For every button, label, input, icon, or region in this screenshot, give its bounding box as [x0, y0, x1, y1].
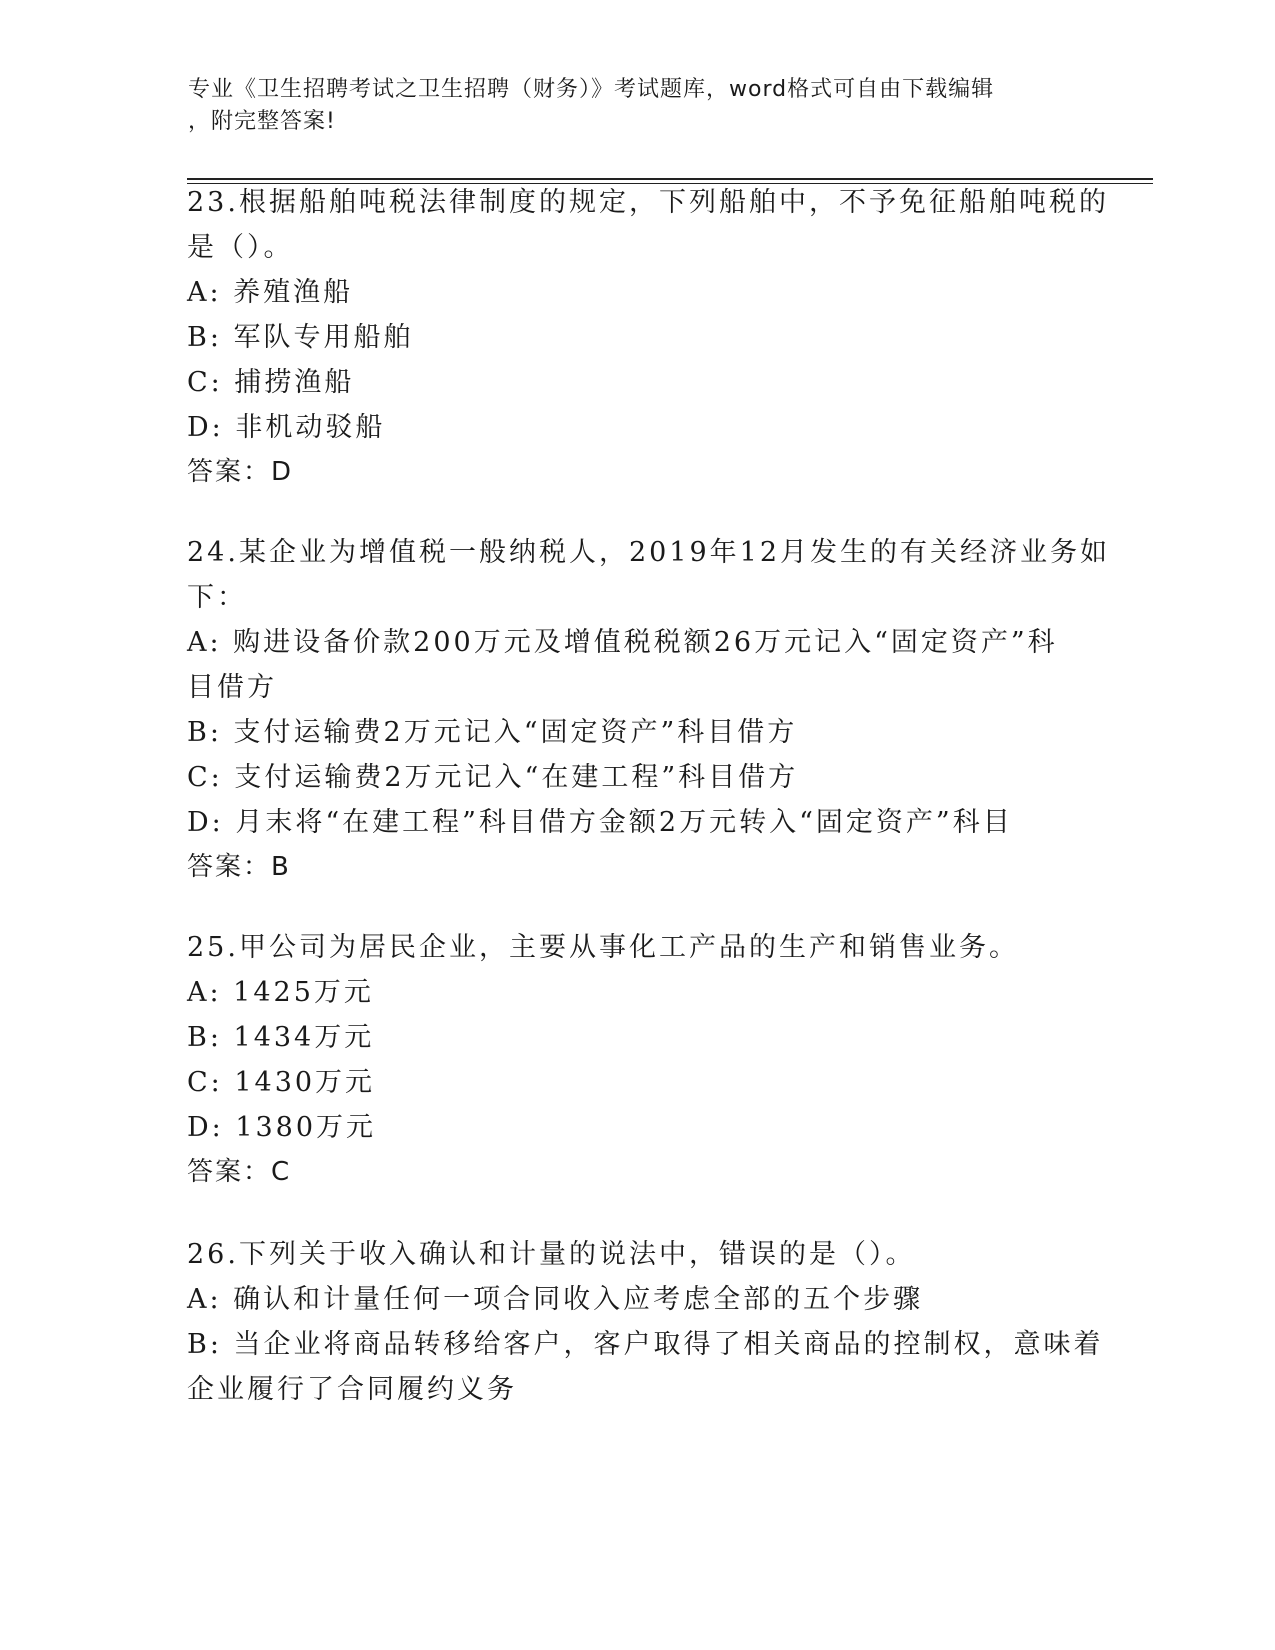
option-b: B: 军队专用船舶	[187, 322, 414, 353]
question-26	[187, 1232, 1104, 1412]
question-stem: 是（）。	[187, 232, 294, 263]
option-d: D: 月末将“在建工程”科目借方金额2万元转入“固定资产”科目	[187, 807, 1013, 838]
option-c: C: 1430万元	[187, 1067, 376, 1098]
answer: 答案：C	[187, 1157, 292, 1187]
header-line-2: ，附完整答案!	[188, 109, 336, 134]
option-b-continued: 企业履行了合同履约义务	[187, 1374, 517, 1405]
option-c: C: 捕捞渔船	[187, 367, 355, 398]
question-stem: 23.根据船舶吨税法律制度的规定，下列船舶中，不予免征船舶吨税的	[187, 187, 1109, 218]
option-b: B: 当企业将商品转移给客户，客户取得了相关商品的控制权，意味着	[187, 1329, 1104, 1360]
option-b: B: 1434万元	[187, 1022, 375, 1053]
option-d: D: 1380万元	[187, 1112, 377, 1143]
answer: 答案：D	[187, 457, 294, 487]
question-23	[187, 180, 1109, 495]
option-c: C: 支付运输费2万元记入“在建工程”科目借方	[187, 762, 799, 793]
header-line-1: 专业《卫生招聘考试之卫生招聘（财务）》考试题库，word格式可自由下载编辑	[188, 77, 995, 102]
question-stem: 24.某企业为增值税一般纳税人，2019年12月发生的有关经济业务如	[187, 537, 1111, 568]
question-stem: 下：	[187, 582, 247, 613]
option-a: A: 购进设备价款200万元及增值税税额26万元记入“固定资产”科	[187, 627, 1058, 658]
question-stem: 25.甲公司为居民企业，主要从事化工产品的生产和销售业务。	[187, 932, 1019, 963]
question-stem: 26.下列关于收入确认和计量的说法中，错误的是（）。	[187, 1239, 916, 1270]
option-d: D: 非机动驳船	[187, 412, 386, 443]
question-25	[187, 925, 1087, 1195]
document-header	[188, 74, 1068, 138]
answer: 答案：B	[187, 852, 291, 882]
question-24	[187, 530, 1111, 890]
option-b: B: 支付运输费2万元记入“固定资产”科目借方	[187, 717, 798, 748]
option-a-continued: 目借方	[187, 672, 277, 703]
option-a: A: 养殖渔船	[187, 277, 354, 308]
option-a: A: 1425万元	[187, 977, 374, 1008]
option-a: A: 确认和计量任何一项合同收入应考虑全部的五个步骤	[187, 1284, 924, 1315]
